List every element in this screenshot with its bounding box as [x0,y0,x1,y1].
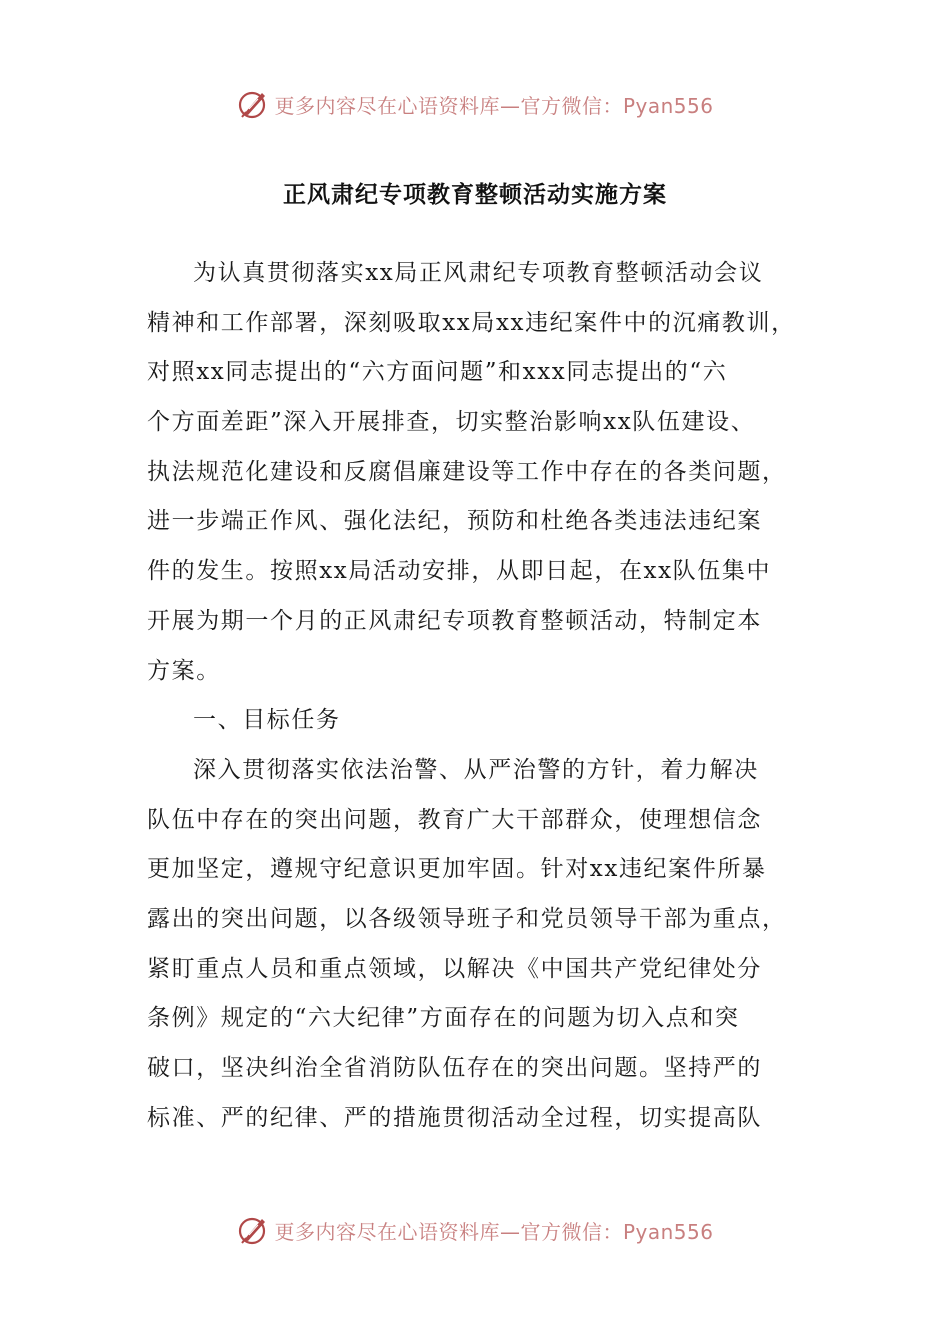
header-banner-text: 更多内容尽在心语资料库—官方微信：Pyan556 [274,93,714,118]
paragraph-line: 执法规范化建设和反腐倡廉建设等工作中存在的各类问题， [147,458,787,485]
paragraph-line: 深入贯彻落实依法治警、从严治警的方针，着力解决 [193,756,759,783]
paragraph-line: 紧盯重点人员和重点领域，以解决《中国共产党纪律处分 [147,955,762,982]
footer-banner [0,1208,950,1252]
paragraph-line: 队伍中存在的突出问题，教育广大干部群众，使理想信念 [147,806,762,833]
document-title: 正风肃纪专项教育整顿活动实施方案 [283,181,667,208]
paragraph-line: 精神和工作部署，深刻吸取xx局xx违纪案件中的沉痛教训， [147,309,796,336]
footer-banner-text: 更多内容尽在心语资料库—官方微信：Pyan556 [274,1219,714,1244]
paragraph-line: 条例》规定的“六大纪律”方面存在的问题为切入点和突 [147,1005,740,1032]
quill-pen-logo-icon [236,1213,270,1247]
section-heading: 一、目标任务 [193,707,341,734]
header-banner [0,82,950,126]
paragraph-line: 方案。 [147,657,221,684]
quill-pen-logo-icon [236,87,270,121]
paragraph-line: 开展为期一个月的正风肃纪专项教育整顿活动，特制定本 [147,607,762,634]
paragraph-line: 露出的突出问题，以各级领导班子和党员领导干部为重点， [147,905,787,932]
paragraph-line: 进一步端正作风、强化法纪，预防和杜绝各类违法违纪案 [147,508,762,535]
paragraph-line: 为认真贯彻落实xx局正风肃纪专项教育整顿活动会议 [193,260,764,286]
paragraph-line: 更加坚定，遵规守纪意识更加牢固。针对xx违纪案件所暴 [147,856,767,883]
paragraph-line: 标准、严的纪律、严的措施贯彻活动全过程，切实提高队 [147,1104,762,1131]
paragraph-line: 件的发生。按照xx局活动安排，从即日起，在xx队伍集中 [147,558,772,585]
paragraph-line: 对照xx同志提出的“六方面问题”和xxx同志提出的“六 [147,359,728,386]
paragraph-line: 个方面差距”深入开展排查，切实整治影响xx队伍建设、 [147,409,756,436]
paragraph-line: 破口，坚决纠治全省消防队伍存在的突出问题。坚持严的 [147,1055,762,1081]
document-body [147,249,807,1143]
